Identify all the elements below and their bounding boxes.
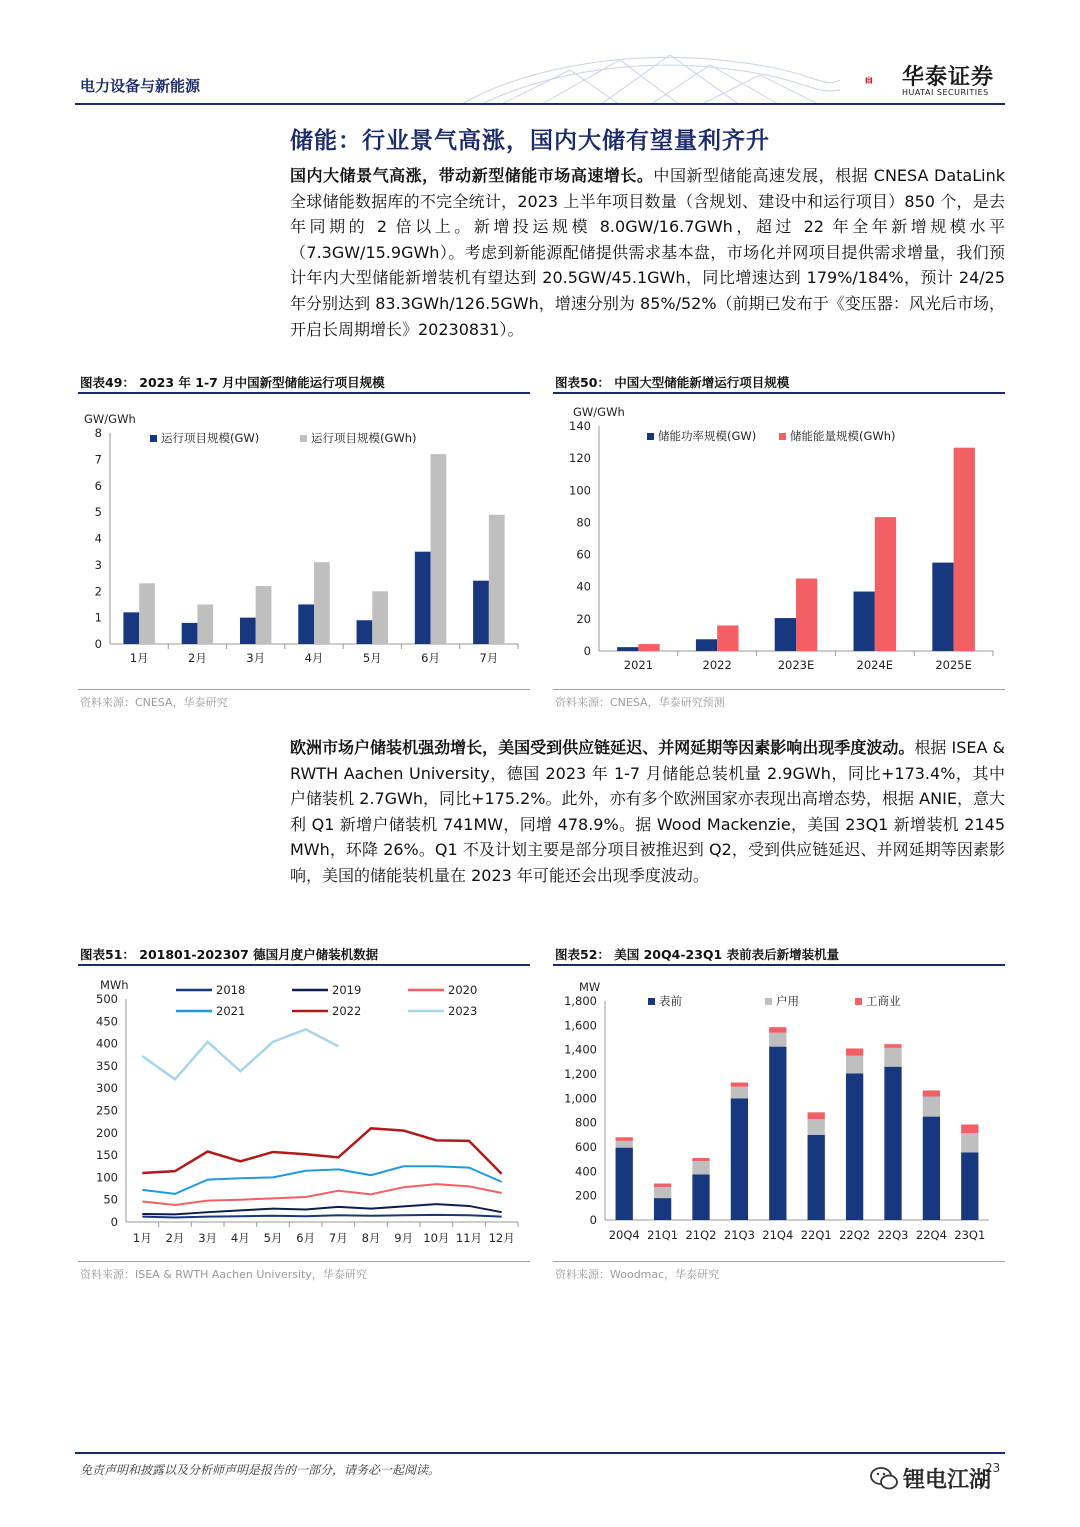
line-2023	[142, 1029, 338, 1079]
y-tick-label: 1,600	[564, 1018, 597, 1033]
legend-swatch	[300, 435, 307, 442]
x-tick-label: 22Q4	[915, 1228, 947, 1242]
bar-运行项目规模(GW)	[240, 618, 256, 644]
bar-运行项目规模(GW)	[473, 581, 489, 644]
figure-52-source: 资料来源：Woodmac，华泰研究	[555, 1268, 720, 1281]
x-tick-label: 9月	[394, 1231, 414, 1245]
line-2019	[142, 1204, 501, 1214]
y-tick-label: 400	[575, 1164, 597, 1179]
watermark-text: 锂电江湖	[903, 1468, 992, 1493]
y-tick-label: 0	[583, 644, 591, 658]
x-tick-label: 21Q1	[647, 1228, 679, 1242]
bar-储能能量规模(GWh)	[638, 644, 659, 651]
chart-us-new-installations	[553, 968, 1005, 1258]
bar-运行项目规模(GWh)	[256, 586, 272, 644]
bar-运行项目规模(GW)	[298, 604, 314, 644]
bar-工商业	[769, 1027, 786, 1032]
x-tick-label: 22Q2	[839, 1228, 871, 1242]
paragraph-body: 根据 ISEA & RWTH Aachen University，德国 2023 年 1-7 月储能总装机量 2.9GWh，同比+173.4%，其中户储装机 2.7GWh，同比+175.2%。此外，亦有多个欧洲国家亦表现出高增态势，根据 ANIE，意大利 Q1 新增户储装机 741MW，同增 478.9%。据 Wood Mackenzie，美国 23Q1 新增装机 2145 MWh，环降 26%。Q1 不及计划主要是部分项目被推迟到 Q2，受到供应链延迟、并网延期等因素影响，美国的储能装机量在 2023 年可能还会出现季度波动。	[290, 738, 1005, 885]
y-tick-label: 100	[569, 483, 591, 498]
bar-储能能量规模(GWh)	[796, 579, 817, 651]
bar-户用	[846, 1056, 863, 1074]
x-tick-label: 3月	[198, 1231, 218, 1245]
bar-储能功率规模(GW)	[775, 618, 796, 651]
legend-label: 2018	[216, 983, 246, 997]
bar-运行项目规模(GWh)	[314, 562, 330, 644]
x-tick-label: 2025E	[935, 658, 972, 672]
y-tick-label: 40	[576, 579, 591, 594]
x-tick-label: 7月	[328, 1231, 348, 1245]
y-tick-label: 350	[96, 1058, 118, 1073]
bar-储能功率规模(GW)	[932, 563, 953, 651]
x-tick-label: 6月	[421, 651, 440, 665]
page-number: 23	[985, 1461, 1001, 1475]
bar-表前	[692, 1174, 709, 1220]
y-tick-label: 1,400	[564, 1042, 597, 1057]
bar-储能功率规模(GW)	[696, 639, 717, 651]
legend-label: 储能能量规模(GWh)	[790, 429, 896, 443]
bar-储能功率规模(GW)	[854, 592, 875, 651]
x-tick-label: 23Q1	[954, 1228, 986, 1242]
figure-51-title: 图表51： 201801-202307 德国月度户储装机数据	[80, 947, 379, 962]
bar-户用	[654, 1187, 671, 1198]
x-tick-label: 20Q4	[608, 1228, 640, 1242]
y-tick-label: 1,800	[564, 994, 597, 1008]
chart-china-large-storage	[553, 396, 1005, 686]
y-tick-label: 100	[96, 1170, 118, 1185]
y-tick-label: 1,200	[564, 1067, 597, 1081]
bar-运行项目规模(GWh)	[139, 583, 155, 644]
bar-储能能量规模(GWh)	[954, 448, 975, 651]
bar-储能能量规模(GWh)	[875, 517, 896, 651]
x-tick-label: 2023E	[777, 658, 815, 672]
logo-chinese-name: 华泰证券	[902, 65, 995, 90]
figure-50-title: 图表50： 中国大型储能新增运行项目规模	[555, 375, 790, 390]
x-tick-label: 2021	[623, 658, 654, 672]
bar-储能能量规模(GWh)	[717, 625, 738, 651]
x-tick-label: 2月	[188, 651, 207, 665]
bar-储能功率规模(GW)	[617, 647, 638, 651]
bar-工商业	[808, 1112, 825, 1119]
line-2021	[142, 1166, 501, 1194]
y-tick-label: 50	[103, 1192, 118, 1207]
bar-工商业	[654, 1184, 671, 1188]
bar-户用	[884, 1048, 901, 1067]
figure-49-title: 图表49： 2023 年 1-7 月中国新型储能运行项目规模	[80, 375, 385, 390]
bar-户用	[923, 1097, 940, 1117]
y-tick-label: 8	[94, 426, 102, 440]
figure-52-bottom-rule	[553, 1261, 1005, 1262]
y-tick-label: 1	[94, 610, 102, 625]
y-axis-label: MW	[579, 980, 601, 994]
bar-运行项目规模(GW)	[357, 620, 373, 644]
footer-rule	[75, 1452, 1005, 1454]
legend-label: 运行项目规模(GW)	[161, 431, 260, 445]
y-tick-label: 7	[94, 452, 102, 467]
bar-运行项目规模(GWh)	[489, 515, 505, 644]
chart-china-storage-monthly	[78, 396, 530, 686]
paragraph-domestic-storage	[290, 163, 1005, 342]
x-tick-label: 3月	[246, 651, 266, 665]
x-tick-label: 2022	[702, 658, 732, 672]
bar-运行项目规模(GW)	[123, 612, 139, 644]
bar-工商业	[846, 1048, 863, 1055]
y-tick-label: 200	[96, 1125, 118, 1140]
legend-label: 2023	[448, 1004, 478, 1018]
figure-51-rule	[78, 964, 530, 966]
legend-label: 2019	[332, 983, 362, 997]
legend-swatch	[150, 435, 157, 442]
paragraph-lead: 国内大储景气高涨，带动新型储能市场高速增长。	[290, 166, 654, 185]
y-tick-label: 3	[94, 557, 102, 572]
y-tick-label: 200	[575, 1188, 597, 1203]
bar-户用	[961, 1133, 978, 1152]
y-tick-label: 140	[569, 419, 591, 433]
x-tick-label: 1月	[132, 1231, 152, 1245]
bar-表前	[846, 1073, 863, 1220]
figure-50-bottom-rule	[553, 689, 1005, 690]
y-tick-label: 0	[110, 1215, 118, 1229]
line-2018	[142, 1215, 501, 1218]
legend-swatch	[855, 998, 862, 1005]
y-tick-label: 4	[94, 531, 102, 546]
y-tick-label: 5	[94, 505, 102, 520]
legend-swatch	[647, 433, 654, 440]
legend-label: 2020	[448, 983, 478, 997]
x-tick-label: 5月	[362, 651, 382, 665]
x-tick-label: 7月	[479, 651, 499, 665]
bar-运行项目规模(GWh)	[431, 454, 447, 644]
legend-label: 运行项目规模(GWh)	[311, 431, 417, 445]
section-title: 储能：行业景气高涨，国内大储有望量利齐升	[290, 128, 770, 154]
x-tick-label: 2月	[165, 1231, 185, 1245]
wechat-icon	[870, 1466, 898, 1492]
x-tick-label: 4月	[230, 1231, 250, 1245]
header-rule	[75, 103, 1005, 105]
x-tick-label: 12月	[488, 1231, 515, 1245]
legend-swatch	[779, 433, 786, 440]
y-tick-label: 300	[96, 1081, 118, 1096]
bar-户用	[616, 1141, 633, 1148]
x-tick-label: 1月	[129, 651, 149, 665]
x-tick-label: 22Q3	[877, 1228, 909, 1242]
y-tick-label: 20	[576, 611, 591, 626]
figure-50-source: 资料来源：CNESA，华泰研究预测	[555, 696, 725, 709]
legend-swatch	[765, 998, 772, 1005]
legend-label: 储能功率规模(GW)	[658, 429, 757, 443]
bar-工商业	[616, 1137, 633, 1141]
legend-label: 2021	[216, 1004, 246, 1018]
y-tick-label: 120	[569, 451, 591, 466]
y-tick-label: 60	[576, 547, 591, 562]
figure-51-source: 资料来源：ISEA & RWTH Aachen University，华泰研究	[80, 1268, 367, 1281]
bar-户用	[808, 1119, 825, 1135]
x-tick-label: 5月	[263, 1231, 283, 1245]
bar-表前	[769, 1047, 786, 1220]
y-axis-label: MWh	[100, 978, 129, 992]
x-tick-label: 10月	[423, 1231, 450, 1245]
line-2020	[142, 1184, 501, 1205]
bar-表前	[923, 1117, 940, 1220]
legend-label: 户用	[776, 994, 799, 1008]
y-tick-label: 0	[589, 1213, 597, 1227]
bar-工商业	[923, 1090, 940, 1096]
figure-49-rule	[78, 392, 530, 394]
bar-运行项目规模(GWh)	[197, 604, 213, 644]
header-section-name: 电力设备与新能源	[80, 77, 201, 95]
y-tick-label: 800	[575, 1115, 597, 1130]
figure-52-rule	[553, 964, 1005, 966]
bar-工商业	[731, 1083, 748, 1087]
footer-disclaimer: 免责声明和披露以及分析师声明是报告的一部分，请务必一起阅读。	[80, 1463, 441, 1477]
figure-50-rule	[553, 392, 1005, 394]
x-tick-label: 21Q3	[723, 1228, 755, 1242]
bar-表前	[961, 1152, 978, 1220]
huatai-logo-icon	[865, 62, 899, 98]
logo-english-name: HUATAI SECURITIES	[902, 88, 989, 97]
x-tick-label: 11月	[455, 1231, 483, 1245]
figure-51-bottom-rule	[78, 1261, 530, 1262]
x-tick-label: 6月	[296, 1231, 316, 1245]
x-tick-label: 4月	[304, 651, 324, 665]
x-tick-label: 21Q2	[685, 1228, 717, 1242]
x-tick-label: 21Q4	[762, 1228, 794, 1242]
bar-工商业	[961, 1124, 978, 1133]
legend-swatch	[648, 998, 655, 1005]
y-tick-label: 250	[96, 1103, 118, 1118]
y-tick-label: 2	[94, 584, 102, 599]
figure-49-source: 资料来源：CNESA，华泰研究	[80, 696, 228, 709]
bar-表前	[616, 1148, 633, 1220]
bar-表前	[884, 1067, 901, 1220]
bar-户用	[769, 1033, 786, 1047]
bar-表前	[654, 1198, 671, 1220]
legend-label: 2022	[332, 1004, 362, 1018]
figure-49-bottom-rule	[78, 689, 530, 690]
y-tick-label: 80	[576, 515, 591, 530]
bar-运行项目规模(GW)	[415, 552, 431, 644]
chart-germany-home-storage	[78, 968, 530, 1258]
bar-工商业	[884, 1044, 901, 1048]
y-tick-label: 500	[96, 992, 118, 1006]
y-axis-label: GW/GWh	[84, 412, 136, 426]
figure-52-title: 图表52： 美国 20Q4-23Q1 表前表后新增装机量	[555, 947, 840, 962]
paragraph-body: 中国新型储能高速发展，根据 CNESA DataLink 全球储能数据库的不完全统计，2023 上半年项目数量（含规划、建设中和运行项目）850 个，是去年同期的 2 倍以上。新增投运规模 8.0GW/16.7GWh，超过 22 年全年新增规模水平（7.3GW/15.9GWh）。考虑到新能源配储提供需求基本盘，市场化并网项目提供需求增量，我们预计年内大型储能新增装机有望达到 20.5GW/45.1GWh，同比增速达到 179%/184%，预计 24/25 年分别达到 83.3GWh/126.5GWh，增速分别为 85%/52%（前期已发布于《变压器：风光后市场，开启长周期增长》20230831）。	[290, 166, 1005, 339]
bar-户用	[731, 1087, 748, 1099]
bar-户用	[692, 1161, 709, 1174]
paragraph-lead: 欧洲市场户储装机强劲增长，美国受到供应链延迟、并网延期等因素影响出现季度波动。	[290, 738, 915, 757]
y-tick-label: 400	[96, 1036, 118, 1051]
x-tick-label: 22Q1	[800, 1228, 832, 1242]
y-tick-label: 1,000	[564, 1091, 597, 1106]
x-tick-label: 8月	[361, 1231, 381, 1245]
bar-运行项目规模(GWh)	[372, 591, 388, 644]
paragraph-europe-us	[290, 735, 1005, 889]
y-tick-label: 150	[96, 1148, 118, 1163]
header-decoration	[420, 50, 840, 105]
bar-运行项目规模(GW)	[182, 623, 198, 644]
bar-工商业	[692, 1158, 709, 1161]
y-tick-label: 450	[96, 1014, 118, 1029]
y-tick-label: 6	[94, 478, 102, 493]
legend-label: 工商业	[866, 994, 901, 1008]
legend-label: 表前	[659, 994, 682, 1008]
y-tick-label: 0	[94, 637, 102, 651]
bar-表前	[731, 1098, 748, 1220]
bar-表前	[808, 1135, 825, 1220]
y-axis-label: GW/GWh	[573, 405, 625, 419]
y-tick-label: 600	[575, 1140, 597, 1154]
x-tick-label: 2024E	[856, 658, 894, 672]
